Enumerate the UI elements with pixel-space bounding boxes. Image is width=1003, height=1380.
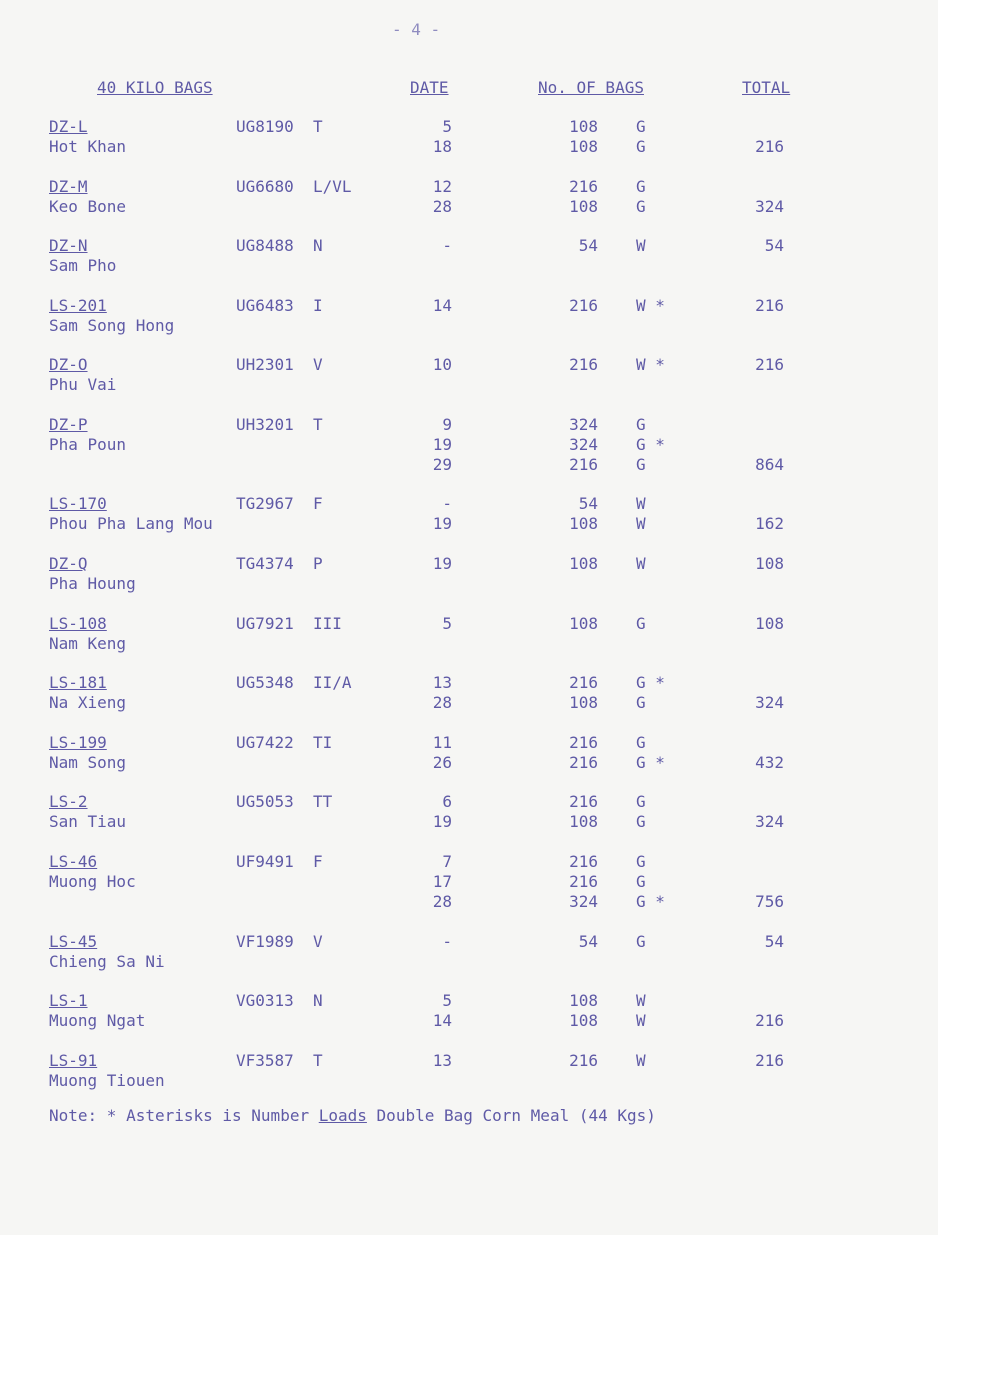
bag-types-line: G: [636, 872, 646, 892]
table-row: [0, 296, 938, 356]
row-total: 108: [755, 554, 784, 574]
drop-dates: [408, 355, 452, 375]
bag-counts-line: 216: [569, 852, 598, 872]
bag-counts: [552, 177, 598, 217]
drop-dates-line: 5: [442, 991, 452, 1011]
site-name: Phou Pha Lang Mou: [49, 514, 213, 534]
bag-counts-line: 216: [569, 792, 598, 812]
bag-types-line: G: [636, 732, 646, 752]
bag-types: [636, 554, 646, 574]
bag-counts: [552, 932, 598, 952]
bag-counts-line: 216: [569, 673, 598, 693]
bag-types-line: G: [636, 931, 646, 951]
bag-types-line: G: [636, 693, 646, 713]
zone-code: F: [313, 494, 323, 514]
row-total: 108: [755, 613, 784, 633]
row-total: 756: [755, 892, 784, 912]
bag-types: [636, 296, 665, 316]
bag-counts-line: 108: [569, 196, 598, 216]
row-total: 324: [755, 812, 784, 832]
drop-dates-line: 29: [432, 454, 452, 474]
drop-dates: [408, 932, 452, 952]
bag-types-line: G: [636, 852, 646, 872]
note-underlined: Loads: [318, 1106, 367, 1125]
bag-types: [636, 117, 646, 157]
drop-dates: [408, 673, 452, 713]
site-code: LS-1: [49, 991, 88, 1011]
site-code: LS-170: [49, 494, 107, 514]
table-row: [0, 614, 938, 674]
grid-reference: VF3587: [236, 1050, 294, 1070]
bag-counts-line: 108: [569, 693, 598, 713]
bag-counts-line: 108: [569, 554, 598, 574]
bag-types: [636, 355, 665, 375]
note-prefix: Note: * Asterisks is Number: [49, 1106, 310, 1125]
site-code: DZ-P: [49, 414, 88, 434]
table-row: [0, 932, 938, 992]
drop-dates-line: 19: [432, 812, 452, 832]
bag-counts-line: 324: [569, 892, 598, 912]
grid-reference: UG8190: [236, 117, 294, 136]
table-row: [0, 494, 938, 554]
zone-code: T: [313, 117, 323, 136]
drop-dates-line: 12: [432, 176, 452, 196]
site-code: DZ-L: [49, 117, 88, 136]
drop-dates-line: 14: [432, 295, 452, 315]
bag-types-line: W: [636, 991, 646, 1011]
site-name: Chieng Sa Ni: [49, 951, 165, 971]
row-total: 864: [755, 454, 784, 474]
site-name: Keo Bone: [49, 196, 127, 216]
site-name: Na Xieng: [49, 693, 127, 713]
table-row: [0, 236, 938, 296]
row-total: 216: [755, 295, 784, 315]
row-total: 216: [755, 137, 784, 156]
grid-reference: UG5348: [236, 673, 294, 693]
zone-code: TI: [313, 732, 333, 752]
bag-types: [636, 852, 665, 912]
row-total: 162: [755, 514, 784, 534]
zone-code: II/A: [313, 673, 352, 693]
row-total: 324: [755, 196, 784, 216]
table-row: [0, 1051, 938, 1111]
bag-counts-line: 108: [569, 991, 598, 1011]
drop-dates: [408, 852, 452, 912]
zone-code: I: [313, 295, 323, 315]
site-code: LS-108: [49, 613, 107, 633]
bag-types: [636, 991, 646, 1031]
page-number: - 4 -: [392, 20, 441, 39]
bag-counts: [552, 733, 598, 773]
bag-counts-line: 324: [569, 414, 598, 434]
table-row: [0, 415, 938, 495]
table-row: [0, 355, 938, 415]
bag-counts-line: 216: [569, 1050, 598, 1070]
bag-types: [636, 415, 665, 475]
bag-types-line: W: [636, 494, 646, 514]
bag-counts-line: 108: [569, 117, 598, 136]
drop-dates-line: 11: [432, 732, 452, 752]
bag-types-line: G *: [636, 434, 665, 454]
drop-dates-line: -: [442, 236, 452, 256]
grid-reference: UH2301: [236, 355, 294, 375]
zone-code: V: [313, 355, 323, 375]
entries-list: [0, 117, 938, 1110]
grid-reference: UF9491: [236, 852, 294, 872]
bag-counts-line: 216: [569, 872, 598, 892]
drop-dates-line: 19: [432, 434, 452, 454]
header-number-of-bags: No. OF BAGS: [538, 78, 644, 97]
bag-counts-line: 216: [569, 295, 598, 315]
grid-reference: UG7422: [236, 732, 294, 752]
grid-reference: VG0313: [236, 991, 294, 1011]
drop-dates: [408, 733, 452, 773]
site-name: Hot Khan: [49, 137, 127, 156]
site-name: San Tiau: [49, 812, 127, 832]
bag-types-line: G *: [636, 892, 665, 912]
drop-dates: [408, 236, 452, 256]
row-total: 432: [755, 752, 784, 772]
table-row: [0, 733, 938, 793]
table-row: [0, 792, 938, 852]
bag-counts: [552, 852, 598, 912]
bag-types-line: G: [636, 414, 646, 434]
site-name: Pha Houng: [49, 574, 136, 594]
bag-counts: [552, 494, 598, 534]
site-code: LS-45: [49, 931, 98, 951]
drop-dates-line: 5: [442, 613, 452, 633]
row-total: 54: [764, 236, 784, 256]
table-row: [0, 117, 938, 177]
site-code: LS-91: [49, 1050, 98, 1070]
drop-dates-line: 28: [432, 892, 452, 912]
site-name: Muong Tiouen: [49, 1070, 165, 1090]
bag-types: [636, 177, 646, 217]
bag-types-line: G: [636, 792, 646, 812]
bag-counts-line: 108: [569, 812, 598, 832]
bag-types-line: G: [636, 117, 646, 136]
site-name: Phu Vai: [49, 375, 117, 395]
zone-code: V: [313, 931, 323, 951]
grid-reference: UG6680: [236, 176, 294, 196]
table-row: [0, 673, 938, 733]
grid-reference: UG8488: [236, 236, 294, 256]
bag-types-line: W: [636, 514, 646, 534]
site-code: DZ-M: [49, 176, 88, 196]
bag-counts: [552, 614, 598, 634]
drop-dates-line: 14: [432, 1011, 452, 1031]
table-row: [0, 177, 938, 237]
bag-counts: [552, 117, 598, 157]
site-code: DZ-Q: [49, 554, 88, 574]
table-row: [0, 852, 938, 932]
bag-counts: [552, 415, 598, 475]
header-bags: 40 KILO BAGS: [97, 78, 213, 97]
site-code: LS-46: [49, 852, 98, 872]
bag-types: [636, 494, 646, 534]
bag-types-line: G: [636, 196, 646, 216]
bag-counts-line: 54: [578, 494, 598, 514]
zone-code: N: [313, 991, 323, 1011]
bag-counts-line: 216: [569, 752, 598, 772]
bag-types: [636, 792, 646, 832]
drop-dates: [408, 614, 452, 634]
bag-counts-line: 216: [569, 732, 598, 752]
row-total: 216: [755, 1050, 784, 1070]
bag-types: [636, 614, 646, 634]
zone-code: TT: [313, 792, 333, 812]
table-row: [0, 554, 938, 614]
zone-code: T: [313, 1050, 323, 1070]
bag-types-line: W: [636, 236, 646, 256]
drop-dates-line: 5: [442, 117, 452, 136]
bag-counts-line: 216: [569, 454, 598, 474]
site-name: Nam Keng: [49, 633, 127, 653]
bag-types: [636, 1051, 646, 1071]
bag-types-line: W: [636, 1011, 646, 1031]
bag-counts-line: 324: [569, 434, 598, 454]
bag-types-line: W: [636, 1050, 646, 1070]
site-name: Sam Song Hong: [49, 315, 175, 335]
drop-dates-line: 10: [432, 355, 452, 375]
bag-counts: [552, 1051, 598, 1071]
bag-counts-line: 108: [569, 137, 598, 156]
zone-code: L/VL: [313, 176, 352, 196]
drop-dates-line: 28: [432, 196, 452, 216]
header-total: TOTAL: [742, 78, 791, 97]
row-total: 216: [755, 1011, 784, 1031]
footnote: [49, 1106, 656, 1126]
drop-dates: [408, 177, 452, 217]
drop-dates: [408, 991, 452, 1031]
site-code: LS-201: [49, 295, 107, 315]
row-total: 324: [755, 693, 784, 713]
bag-counts-line: 108: [569, 613, 598, 633]
drop-dates: [408, 415, 452, 475]
site-code: LS-199: [49, 732, 107, 752]
site-code: DZ-N: [49, 236, 88, 256]
zone-code: P: [313, 554, 323, 574]
zone-code: T: [313, 414, 323, 434]
site-code: DZ-O: [49, 355, 88, 375]
table-row: [0, 991, 938, 1051]
drop-dates-line: 13: [432, 1050, 452, 1070]
drop-dates-line: -: [442, 931, 452, 951]
drop-dates-line: -: [442, 494, 452, 514]
bag-counts: [552, 991, 598, 1031]
bag-types: [636, 673, 665, 713]
drop-dates-line: 13: [432, 673, 452, 693]
bag-types-line: G: [636, 613, 646, 633]
drop-dates-line: 19: [432, 554, 452, 574]
bag-types-line: G: [636, 176, 646, 196]
row-total: 54: [764, 931, 784, 951]
bag-counts-line: 54: [578, 931, 598, 951]
bag-types-line: G *: [636, 752, 665, 772]
bag-counts: [552, 673, 598, 713]
bag-counts-line: 54: [578, 236, 598, 256]
bag-counts-line: 108: [569, 514, 598, 534]
bag-types: [636, 236, 646, 256]
drop-dates-line: 19: [432, 514, 452, 534]
bag-types-line: G: [636, 454, 646, 474]
bag-types-line: G *: [636, 673, 665, 693]
drop-dates-line: 26: [432, 752, 452, 772]
zone-code: N: [313, 236, 323, 256]
row-total: 216: [755, 355, 784, 375]
bag-types: [636, 932, 646, 952]
grid-reference: TG4374: [236, 554, 294, 574]
bag-types-line: G: [636, 137, 646, 156]
bag-counts: [552, 296, 598, 316]
note-suffix: Double Bag Corn Meal (44 Kgs): [376, 1106, 656, 1125]
drop-dates: [408, 792, 452, 832]
site-name: Sam Pho: [49, 256, 117, 276]
bag-counts-line: 108: [569, 1011, 598, 1031]
drop-dates-line: 18: [432, 137, 452, 156]
drop-dates-line: 17: [432, 872, 452, 892]
grid-reference: VF1989: [236, 931, 294, 951]
site-name: Nam Song: [49, 752, 127, 772]
bag-counts-line: 216: [569, 176, 598, 196]
bag-counts-line: 216: [569, 355, 598, 375]
grid-reference: TG2967: [236, 494, 294, 514]
bag-counts: [552, 236, 598, 256]
drop-dates: [408, 554, 452, 574]
bag-types-line: G: [636, 812, 646, 832]
drop-dates-line: 28: [432, 693, 452, 713]
drop-dates-line: 9: [442, 414, 452, 434]
bag-types-line: W *: [636, 295, 665, 315]
drop-dates-line: 7: [442, 852, 452, 872]
grid-reference: UH3201: [236, 414, 294, 434]
header-date: DATE: [410, 78, 449, 97]
drop-dates-line: 6: [442, 792, 452, 812]
grid-reference: UG5053: [236, 792, 294, 812]
grid-reference: UG7921: [236, 613, 294, 633]
drop-dates: [408, 117, 452, 157]
bag-types: [636, 733, 665, 773]
site-name: Muong Ngat: [49, 1011, 146, 1031]
drop-dates: [408, 494, 452, 534]
bag-types-line: W *: [636, 355, 665, 375]
bag-types-line: W: [636, 554, 646, 574]
drop-dates: [408, 296, 452, 316]
bag-counts: [552, 792, 598, 832]
site-code: LS-181: [49, 673, 107, 693]
site-code: LS-2: [49, 792, 88, 812]
bag-counts: [552, 554, 598, 574]
bag-counts: [552, 355, 598, 375]
zone-code: III: [313, 613, 342, 633]
grid-reference: UG6483: [236, 295, 294, 315]
site-name: Pha Poun: [49, 434, 127, 454]
zone-code: F: [313, 852, 323, 872]
site-name: Muong Hoc: [49, 872, 136, 892]
drop-dates: [408, 1051, 452, 1071]
